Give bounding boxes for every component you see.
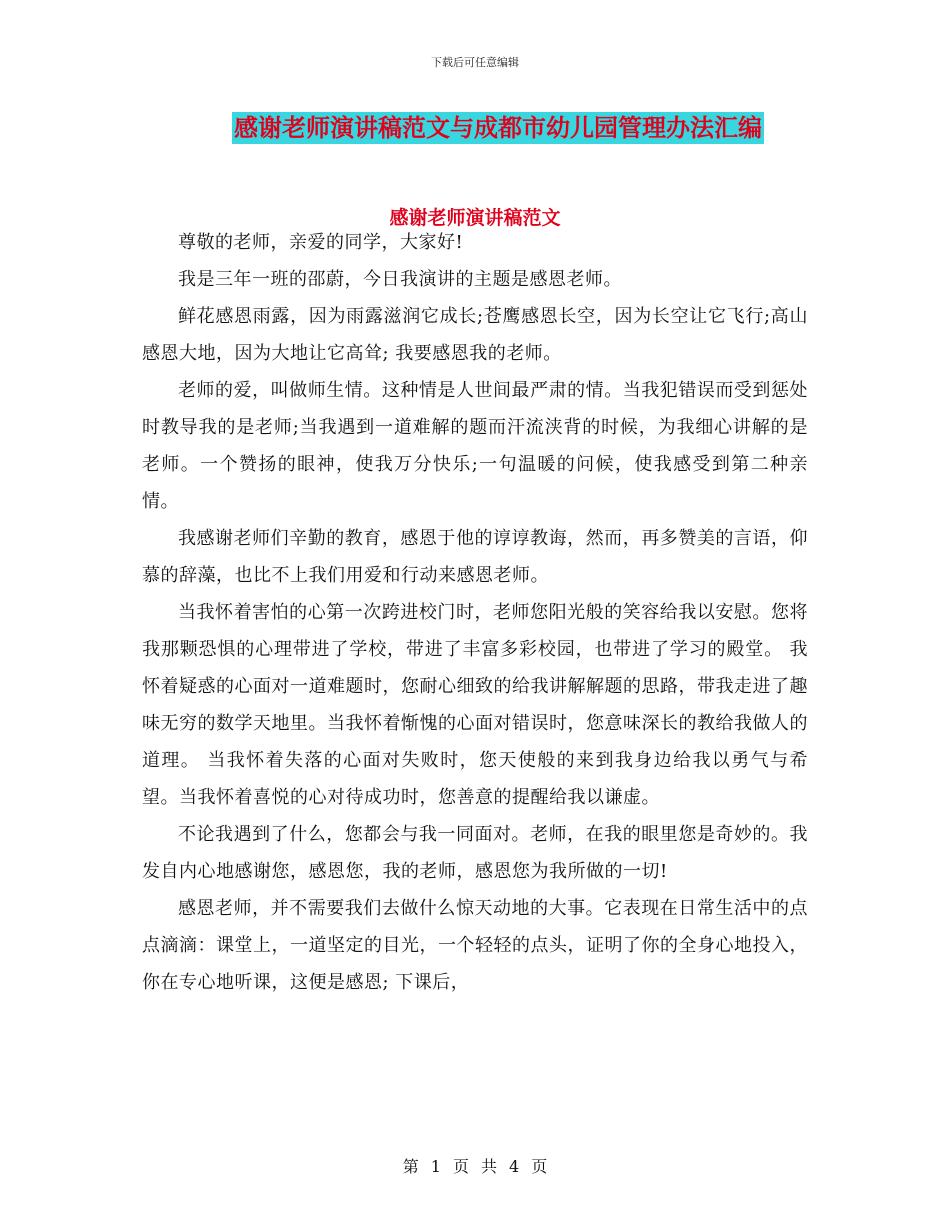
header-note: 下载后可任意编辑	[431, 56, 519, 69]
paragraph: 老师的爱，叫做师生情。这种情是人世间最严肃的情。当我犯错误而受到惩处时教导我的是老师;当我遇到一道难解的题而汗流浃背的时候，为我细心讲解的是老师。一个赞扬的眼神，使我万分快乐;一句温暖的问候，使我感受到第二种亲情。	[142, 380, 808, 512]
footer-label-page: 第	[402, 1157, 419, 1176]
paragraph: 当我怀着害怕的心第一次跨进校门时，老师您阳光般的笑容给我以安慰。您将我那颗恐惧的心理带进了学校，带进了丰富多彩校园，也带进了学习的殿堂。 我怀着疑惑的心面对一道难题时，您耐心细致的给我讲解解题的思路，带我走进了趣味无穷的数学天地里。当我怀着惭愧的心面对错误时，您意味深长的教给我做人的道理。 当我怀着失落的心面对失败时，您天使般的来到我身边给我以勇气与希望。当我怀着喜悦的心对待成功时，您善意的提醒给我以谦虚。	[142, 602, 808, 808]
footer-label-ye2: 页	[531, 1157, 548, 1176]
footer-current-page: 1	[430, 1157, 441, 1176]
paragraph: 尊敬的老师，亲爱的同学，大家好!	[178, 232, 464, 253]
footer-label-ye: 页	[452, 1157, 469, 1176]
paragraph: 感恩老师，并不需要我们去做什么惊天动地的大事。它表现在日常生活中的点点滴滴：课堂上，一道坚定的目光，一个轻轻的点头，证明了你的全身心地投入，你在专心地听课，这便是感恩; 下课后，	[142, 898, 808, 993]
document-title: 感谢老师演讲稿范文与成都市幼儿园管理办法汇编	[234, 113, 762, 142]
doc-title-container	[0, 112, 950, 144]
paragraph: 我是三年一班的邵蔚，今日我演讲的主题是感恩老师。	[178, 269, 622, 290]
body-text	[142, 224, 808, 1001]
section-title: 感谢老师演讲稿范文	[389, 207, 561, 229]
paragraph: 不论我遇到了什么，您都会与我一同面对。老师，在我的眼里您是奇妙的。我发自内心地感谢您，感恩您，我的老师，感恩您为我所做的一切!	[142, 824, 808, 882]
paragraph: 我感谢老师们辛勤的教育，感恩于他的谆谆教诲，然而，再多赞美的言语，仰慕的辞藻，也比不上我们用爱和行动来感恩老师。	[142, 528, 808, 586]
footer-total-pages: 4	[509, 1157, 520, 1176]
paragraph: 鲜花感恩雨露，因为雨露滋润它成长;苍鹰感恩长空，因为长空让它飞行;高山感恩大地，因为大地让它高耸; 我要感恩我的老师。	[142, 306, 808, 364]
footer-label-total: 共	[481, 1157, 498, 1176]
page-footer	[0, 1154, 950, 1177]
